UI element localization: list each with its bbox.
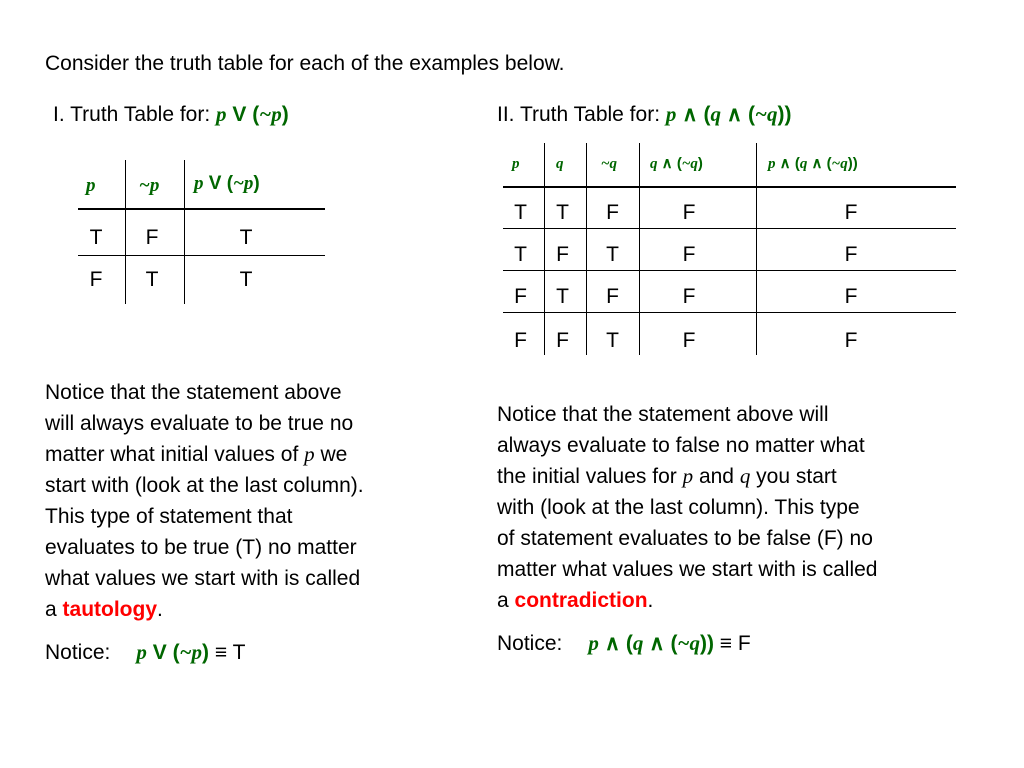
table1-row-rule	[78, 255, 325, 256]
table2-cell: F	[606, 285, 619, 308]
intro-text: Consider the truth table for each of the examples below.	[45, 52, 565, 75]
table2-cell: T	[606, 329, 619, 352]
var-p: p	[682, 464, 694, 488]
para1-line: a tautology.	[45, 598, 163, 621]
table2-cell: F	[682, 201, 696, 224]
table1-cell: T	[239, 268, 253, 291]
table2-row-rule	[503, 270, 956, 271]
section1-title-formula: p V (~p)	[216, 102, 289, 126]
table2-cell: F	[682, 329, 696, 352]
section1-title	[53, 102, 289, 127]
para2-line: matter what values we start with is called	[497, 558, 878, 581]
notice1-formula: p V (~p)	[136, 640, 210, 664]
para2-line: Notice that the statement above will	[497, 403, 829, 426]
para2-line: with (look at the last column). This type	[497, 496, 860, 519]
table2-cell: F	[844, 329, 858, 352]
para2-line: the initial values for p and q you start	[497, 464, 837, 488]
notice-label: Notice:	[45, 641, 111, 664]
table1-cell: F	[145, 226, 159, 249]
table2-header-p: p	[512, 156, 520, 172]
para2-line: a contradiction.	[497, 589, 654, 612]
table2-cell: F	[844, 201, 858, 224]
table1-cell: T	[239, 226, 253, 249]
table2-cell: F	[514, 285, 527, 308]
para1-line: This type of statement that	[45, 505, 293, 528]
section1-notice	[45, 640, 245, 665]
section1-title-prefix: I. Truth Table for:	[53, 103, 211, 126]
var-q: q	[739, 464, 751, 488]
section2-title-formula: p ∧ (q ∧ (~q))	[665, 102, 792, 126]
table2-cell: T	[556, 201, 569, 224]
contradiction-term: contradiction	[514, 589, 648, 612]
para1-line: Notice that the statement above	[45, 381, 342, 404]
section2-title	[497, 102, 791, 127]
table2-cell: F	[682, 243, 696, 266]
truth-table-1	[78, 160, 325, 304]
notice-label: Notice:	[497, 632, 563, 655]
var-p: p	[304, 442, 315, 466]
table2-cell: F	[682, 285, 696, 308]
tautology-term: tautology	[62, 598, 158, 621]
table2-cell: F	[556, 329, 569, 352]
table1-header-rule	[78, 208, 325, 210]
table1-cell: T	[89, 226, 103, 249]
notice1-result: ≡ T	[214, 641, 246, 664]
para1-line: what values we start with is called	[45, 567, 361, 590]
notice2-formula: p ∧ (q ∧ (~q))	[588, 631, 714, 655]
notice2-result: ≡ F	[719, 632, 751, 655]
table2-cell: F	[844, 285, 858, 308]
table2-header-q: q	[556, 156, 564, 172]
table2-cell: F	[844, 243, 858, 266]
table2-cell: T	[606, 243, 619, 266]
table2-header-rule	[503, 186, 956, 188]
table2-cell: T	[514, 201, 527, 224]
para1-line: evaluates to be true (T) no matter	[45, 536, 357, 559]
table2-cell: F	[556, 243, 569, 266]
section1-explanation	[45, 377, 364, 625]
table2-header-full-expression: p ∧ (q ∧ (~q))	[768, 155, 858, 172]
truth-table-2	[503, 143, 956, 355]
table2-cell: F	[606, 201, 619, 224]
section2-explanation	[497, 399, 877, 616]
table2-cell: T	[556, 285, 569, 308]
table2-cell: F	[514, 329, 527, 352]
table2-row-rule	[503, 312, 956, 313]
table1-header-p: p	[86, 175, 96, 196]
table1-header-not-p: ~p	[139, 175, 160, 196]
table2-row-rule	[503, 228, 956, 229]
table2-cell: T	[514, 243, 527, 266]
table1-header-p-or-not-p: p V (~p)	[194, 173, 260, 194]
para2-line: always evaluate to false no matter what	[497, 434, 865, 457]
section2-notice	[497, 631, 751, 656]
table2-header-q-and-not-q: q ∧ (~q)	[650, 155, 703, 172]
section2-title-prefix: II. Truth Table for:	[497, 103, 661, 126]
para1-line: start with (look at the last column).	[45, 474, 364, 497]
para1-line: will always evaluate to be true no	[45, 412, 354, 435]
para2-line: of statement evaluates to be false (F) no	[497, 527, 873, 550]
para1-line: matter what initial values of p we	[45, 442, 348, 466]
table2-header-not-q: ~q	[601, 156, 618, 172]
table1-cell: F	[89, 268, 103, 291]
table1-cell: T	[145, 268, 159, 291]
